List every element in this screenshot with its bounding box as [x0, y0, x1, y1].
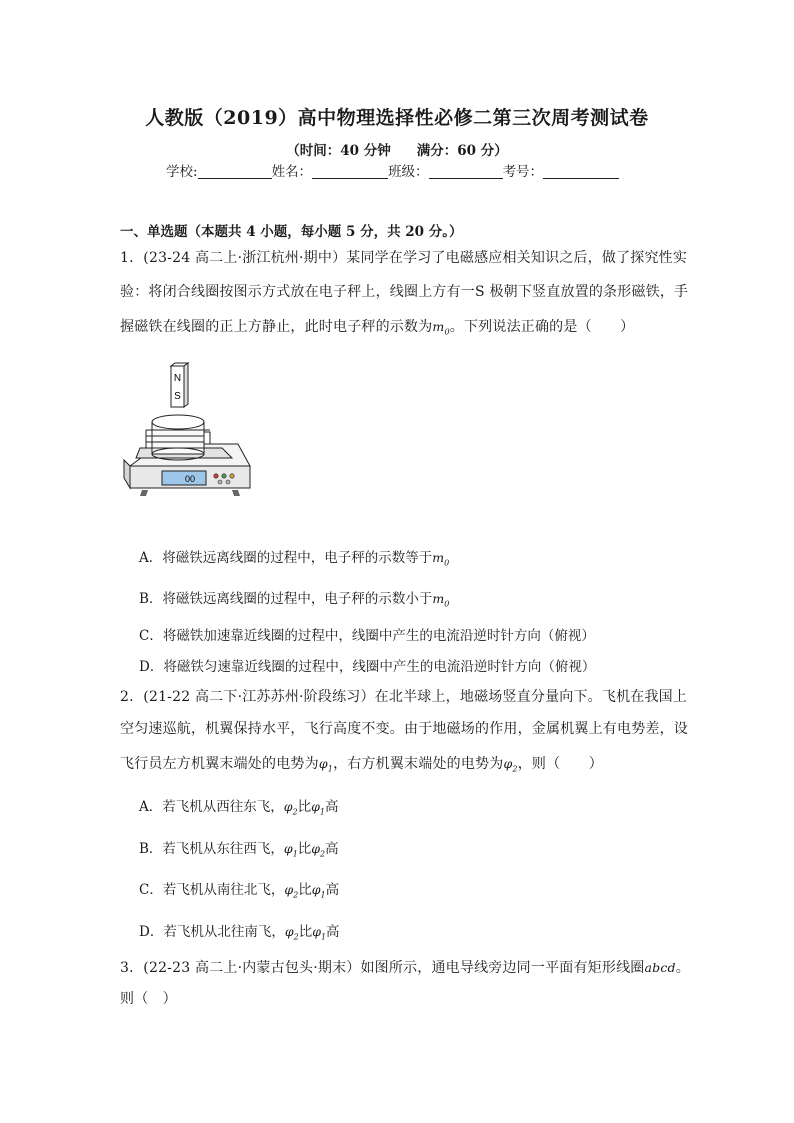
- q2-option-d[interactable]: D．若飞机从北往南飞，$\varphi_2$比$\varphi_1$高: [139, 924, 340, 942]
- q2-option-a[interactable]: A．若飞机从西往东飞，$\varphi_2$比$\varphi_1$高: [139, 799, 339, 817]
- name-label: 姓名：: [271, 164, 313, 180]
- q2-line-2: 空匀速巡航，机翼保持水平，飞行高度不变。由于地磁场的作用，金属机翼上有电势差，设: [120, 721, 688, 737]
- q1-line-1: 1．(23-24 高二上·浙江杭州·期中）某同学在学习了电磁感应相关知识之后，做了探究性实: [120, 250, 688, 266]
- scale-display-readout: 00: [184, 474, 196, 484]
- phi2-symbol: $\varphi_2$: [503, 756, 518, 774]
- closed-coil: [146, 415, 210, 460]
- exam-subtitle: [0, 139, 794, 159]
- m0-symbol: $m_0$: [432, 319, 450, 337]
- magnet-s-label: S: [174, 391, 181, 402]
- time-limit: （时间：40 分钟: [286, 143, 391, 159]
- exam-number-blank[interactable]: [543, 164, 619, 179]
- name-blank[interactable]: [312, 164, 388, 179]
- student-info-row: [166, 160, 619, 180]
- q1-option-b[interactable]: B．将磁铁远离线圈的过程中，电子秤的示数小于$m_0$: [139, 591, 450, 609]
- q2-line-3: 飞行员左方机翼末端处的电势为$\varphi_1$，右方机翼末端处的电势为$\varphi_2$，则（ ）: [120, 756, 603, 774]
- q2-option-b[interactable]: B．若飞机从东往西飞，$\varphi_1$比$\varphi_2$高: [139, 841, 339, 859]
- bar-magnet: [171, 363, 188, 407]
- q1-option-d[interactable]: D．将磁铁匀速靠近线圈的过程中，线圈中产生的电流沿逆时针方向（俯视）: [139, 659, 596, 675]
- q3-line-1: 3．(22-23 高二上·内蒙古包头·期末）如图所示，通电导线旁边同一平面有矩形线圈abcd。: [120, 960, 690, 976]
- q1-option-a[interactable]: A．将磁铁远离线圈的过程中，电子秤的示数等于$m_0$: [139, 550, 450, 568]
- q1-line-3: [120, 316, 634, 337]
- phi1-symbol: $\varphi_1$: [318, 756, 334, 774]
- q3-line-2: 则（ ）: [120, 991, 177, 1007]
- section-heading: 一、单选题（本题共 4 小题，每小题 5 分，共 20 分。）: [120, 224, 463, 240]
- school-label: 学校:: [166, 164, 198, 180]
- q1-line-3-tail: 。下列说法正确的是（ ）: [449, 319, 635, 335]
- full-score: 满分：60 分）: [416, 143, 508, 159]
- q1-line-2: 验：将闭合线圈按图示方式放在电子秤上，线圈上方有一S 极朝下竖直放置的条形磁铁，手: [120, 284, 689, 300]
- scale-magnet-figure: [122, 360, 256, 514]
- school-blank[interactable]: [198, 164, 272, 179]
- q2-option-c[interactable]: C．若飞机从南往北飞，$\varphi_2$比$\varphi_1$高: [139, 882, 340, 900]
- class-blank[interactable]: [429, 164, 503, 179]
- exam-number-label: 考号：: [502, 164, 544, 180]
- exam-title: 人教版（2019）高中物理选择性必修二第三次周考测试卷: [145, 107, 649, 129]
- magnet-n-label: N: [173, 373, 182, 384]
- class-label: 班级：: [388, 164, 429, 180]
- q1-option-c[interactable]: C．将磁铁加速靠近线圈的过程中，线圈中产生的电流沿逆时针方向（俯视）: [139, 628, 595, 644]
- q2-line-1: 2．(21-22 高二下·江苏苏州·阶段练习）在北半球上，地磁场竖直分量向下。飞机在我国上: [120, 689, 688, 705]
- q1-line-3-text: 握磁铁在线圈的正上方静止，此时电子秤的示数为: [120, 319, 433, 335]
- coil-abcd-label: abcd: [644, 960, 676, 975]
